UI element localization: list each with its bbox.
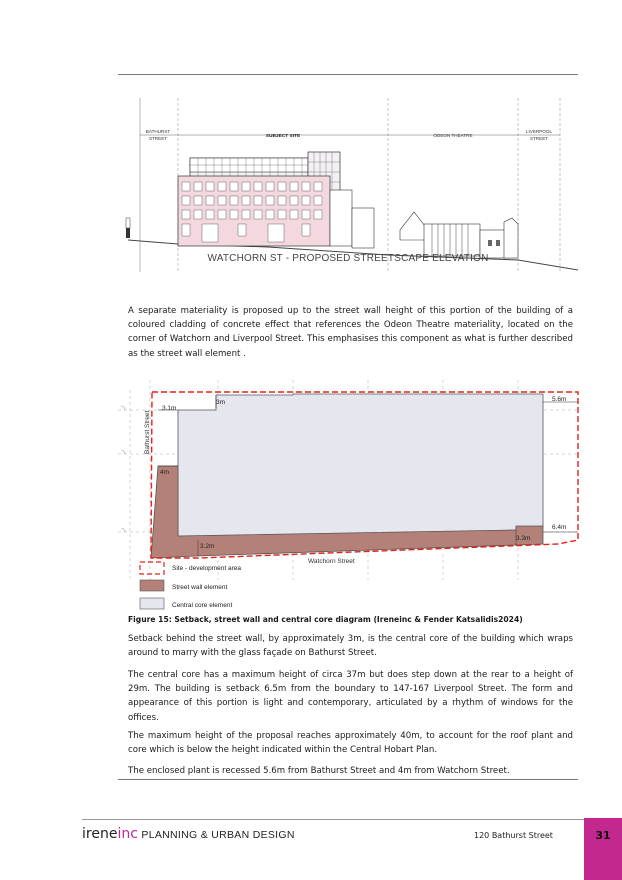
label-subject-site: SUBJECT SITE: [265, 134, 301, 139]
page-number: 31: [595, 829, 611, 842]
paragraph-max-height: The maximum height of the proposal reaches approximately 40m, to account for the roof plant and core which is below the height indicated within the Central Hobart Plan.: [128, 731, 573, 756]
label-odeon: ODEON THEATRE: [433, 133, 473, 138]
dim-5-6m: 5.6m: [552, 396, 567, 403]
logo-irene: irene: [82, 826, 118, 842]
page-number-tab: [584, 818, 622, 880]
header-rule: [118, 74, 578, 75]
paragraph-plant: The enclosed plant is recessed 5.6m from Bathurst Street and 4m from Watchorn Street.: [128, 766, 510, 776]
legend-swatch-street-wall: [140, 580, 164, 591]
figure-caption: Figure 15: Setback, street wall and central core diagram (Ireneinc & Fender Katsalidis2024): [128, 615, 523, 624]
dim-3m: 3m: [216, 399, 226, 406]
footer-address: 120 Bathurst Street: [474, 831, 553, 840]
dim-3-3m: 3.3m: [516, 535, 531, 542]
dim-6-4m: 6.4m: [552, 524, 567, 531]
central-core-element: [178, 394, 543, 540]
legend-label-core: Central core element: [172, 602, 233, 609]
elevation-title: WATCHORN ST - PROPOSED STREETSCAPE ELEVATION: [207, 253, 489, 264]
legend-swatch-core: [140, 598, 164, 609]
label-bathurst-2: STREET: [148, 136, 168, 141]
streetscape-elevation-drawing: [118, 90, 578, 295]
content-end-rule: [118, 779, 578, 780]
footer-logo: [82, 826, 295, 842]
label-bathurst: BATHURST: [145, 129, 171, 134]
label-liverpool-2: STREET: [529, 136, 549, 141]
diagram-legend: [140, 562, 241, 609]
label-liverpool: LIVERPOOL: [525, 129, 553, 134]
paragraph-central-core: The central core has a maximum height of circa 37m but does step down at the rear to a height of 29m. The building is setback 6.5m from the boundary to 147-167 Liverpool Street. The form and appearance of this portion is light and contemporary, articulated by a rhythm of windows for the offices.: [128, 670, 573, 723]
legend-swatch-site: [140, 562, 164, 574]
paragraph-materiality: A separate materiality is proposed up to the street wall height of this portion of the building of a coloured cladding of concrete effect that references the Odeon Theatre materiality, located on the corner of Watchorn and Liverpool Street. This emphasises this component as what is further described as the street wall element .: [128, 306, 573, 359]
label-bathurst-street: Bathurst Street: [144, 410, 151, 454]
logo-tagline: PLANNING & URBAN DESIGN: [141, 829, 295, 841]
label-watchorn-street: Watchorn Street: [308, 558, 355, 565]
footer-rule: [82, 819, 584, 820]
paragraph-setback: Setback behind the street wall, by approximately 3m, is the central core of the building which wraps around to marry with the glass façade on Bathurst Street.: [128, 634, 573, 659]
odeon-theatre-building: [400, 212, 518, 258]
legend-label-site: Site - development area: [172, 565, 242, 572]
dim-3-1m: 3.1m: [162, 405, 177, 412]
logo-inc: inc: [117, 826, 138, 842]
tower-building: [178, 152, 374, 248]
dim-4m: 4m: [160, 469, 170, 476]
setback-diagram: [118, 380, 583, 615]
legend-label-street-wall: Street wall element: [172, 584, 228, 591]
dim-3-2m: 3.2m: [200, 543, 215, 550]
